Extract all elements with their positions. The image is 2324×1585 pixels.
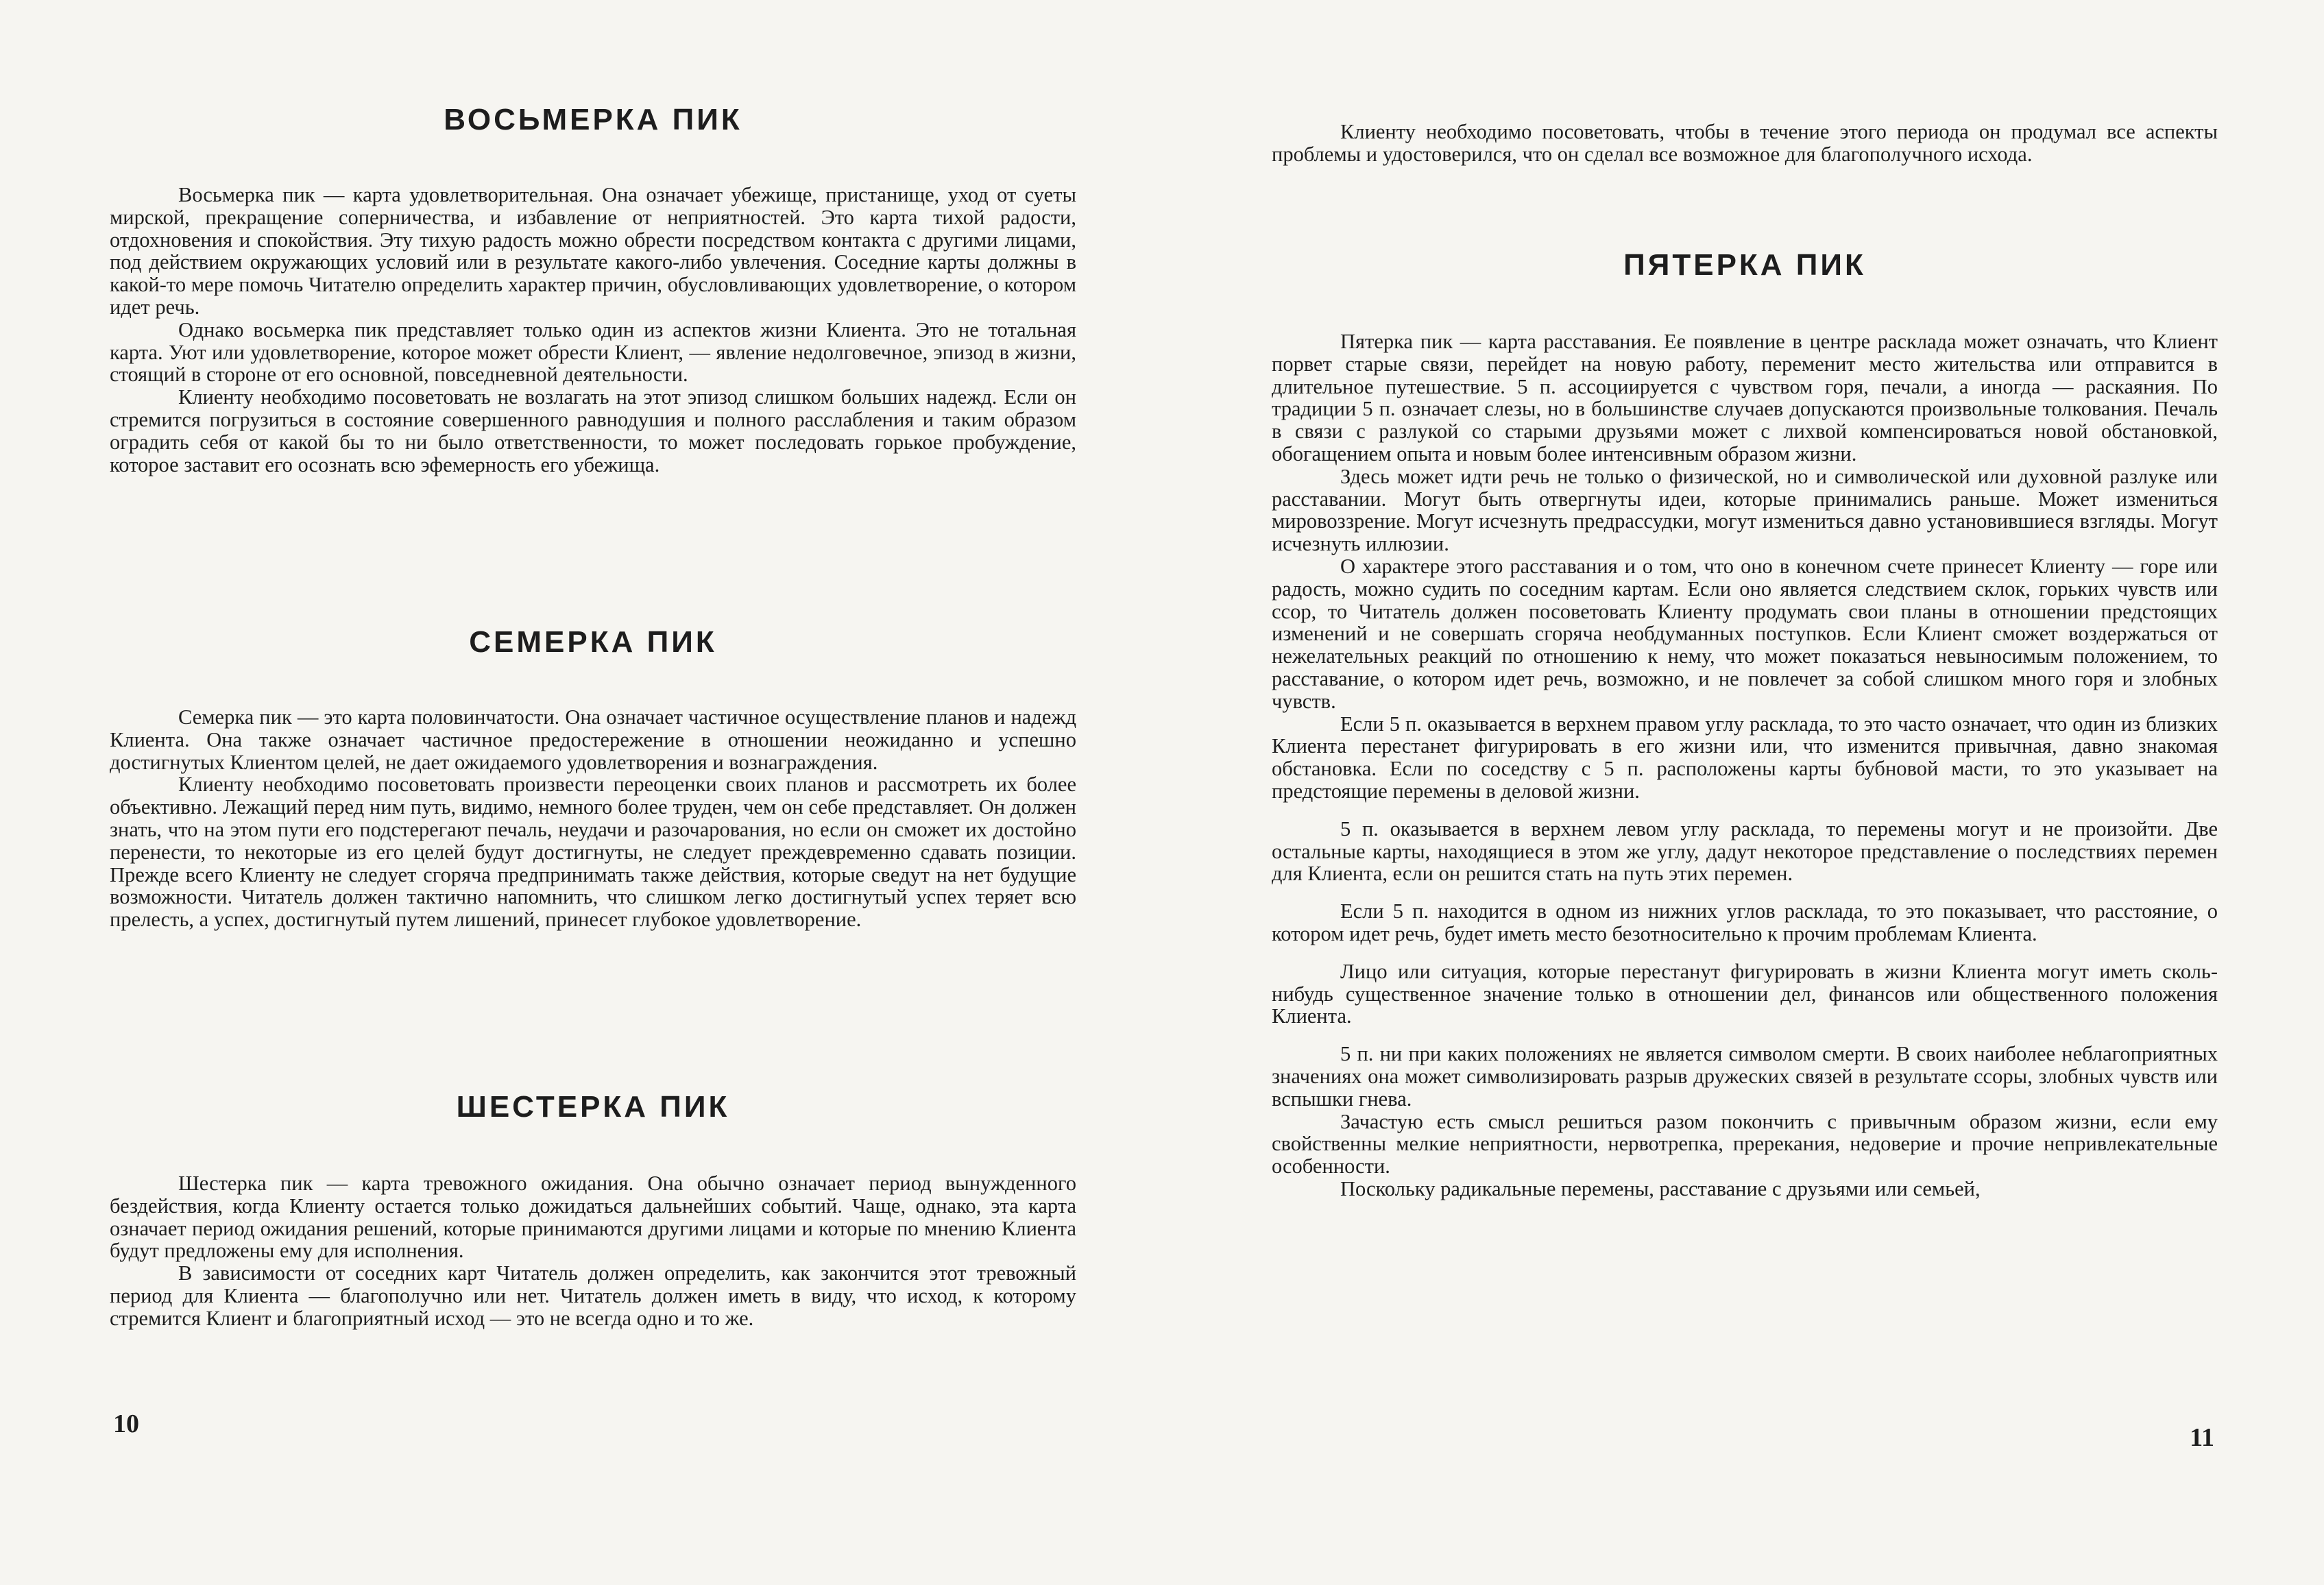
paragraph: Здесь может идти речь не только о физической, но и символической или духовной разлуке или расставании. Могут быть отвергнуты идеи, которые принимались раньше. Может измениться мировоззрение. Могут исчезнуть предрассудки, могут измениться давно установившиеся взгляды. Могут исчезнуть иллюзии. bbox=[1272, 464, 2218, 556]
section-body-five-of-spades bbox=[1272, 330, 2218, 1200]
paragraph: Клиенту необходимо посоветовать не возлагать на этот эпизод слишком больших надежд. Если он стремится погрузиться в состояние совершенного равнодушия и полного расслабления и таким образом оградить себя от какой бы то ни было ответственности, то может последовать горькое пробуждение, которое заставит его осознать всю эфемерность его убежища. bbox=[110, 385, 1076, 476]
left-page bbox=[110, 0, 1076, 1585]
paragraph: Лицо или ситуация, которые перестанут фигурировать в жизни Клиента могут иметь сколь-нибудь существенное значение только в отношении дел, финансов или общественного положения Клиента. bbox=[1272, 959, 2218, 1028]
section-heading-five-of-spades: ПЯТЕРКА ПИК bbox=[1623, 248, 1866, 282]
paragraph: Клиенту необходимо посоветовать, чтобы в течение этого периода он продумал все аспекты проблемы и удостоверился, что он сделал все возможное для благополучного исхода. bbox=[1272, 120, 2218, 166]
paragraph: Однако восьмерка пик представляет только один из аспектов жизни Клиента. Это не тотальная карта. Уют или удовлетворение, которое может обрести Клиент, — явление недолговечное, эпизод в жизни, стоящий в стороне от его основной, повседневной деятельности. bbox=[110, 317, 1076, 387]
section-body-seven-of-spades bbox=[110, 706, 1076, 931]
paragraph: Восьмерка пик — карта удовлетворительная. Она означает убежище, пристанище, уход от суеты мирской, прекращение соперничества, и избавление от неприятностей. Это карта тихой радости, отдохновения и спокойствия. Эту тихую радость можно обрести посредством контакта с другими лицами, под действием окружающих условий или в результате какого-либо увлечения. Соседние карты должны в какой-то мере помочь Читателю определить характер причин, обусловливающих удовлетворение, о котором идет речь. bbox=[110, 183, 1076, 319]
section-heading-seven-of-spades: СЕМЕРКА ПИК bbox=[469, 625, 717, 659]
paragraph: О характере этого расставания и о том, что оно в конечном счете принесет Клиенту — горе или радость, можно судить по соседним картам. Если оно является следствием склок, горьких чувств или ссор, то Читатель должен посоветовать Клиенту продумать свои планы в отношении предстоящих изменений и не совершать сгоряча необдуманных поступков. Если Клиент сможет воздержаться от нежелательных реакций по отношению к нему, что может показаться невыносимым положением, то расставание, о котором идет речь, возможно, и не повлечет за собой слишком много горя и злобных чувств. bbox=[1272, 554, 2218, 713]
intro-body bbox=[1272, 121, 2218, 166]
section-body-eight-of-spades bbox=[110, 184, 1076, 476]
page-number-right: 11 bbox=[2190, 1423, 2214, 1452]
paragraph: Зачастую есть смысл решиться разом покончить с привычным образом жизни, если ему свойственны мелкие неприятности, нервотрепка, пререкания, недоверие и прочие непривлекательные особенности. bbox=[1272, 1109, 2218, 1178]
paragraph: Семерка пик — это карта половинчатости. Она означает частичное осуществление планов и надежд Клиента. Она также означает частичное предостережение в отношении неожиданно и успешно достигнутых Клиентом целей, не дает ожидаемого удовлетворения и вознаграждения. bbox=[110, 705, 1076, 774]
paragraph: Клиенту необходимо посоветовать произвести переоценки своих планов и рассмотреть их более объективно. Лежащий перед ним путь, видимо, немного более труден, чем он себе представляет. Он должен знать, что на этом пути его подстерегают печаль, неудачи и разочарования, но если он сможет их достойно перенести, то некоторые из его целей будут достигнуты, не следует преждевременно сдавать позиции. Прежде всего Клиенту не следует сгоряча предпринимать также действия, которые сведут на нет будущие возможности. Читатель должен тактично напомнить, что слишком легко достигнутый успех теряет всю прелесть, а успех, достигнутый путем лишений, принесет глубокое удовлетворение. bbox=[110, 773, 1076, 932]
paragraph: 5 п. оказывается в верхнем левом углу расклада, то перемены могут и не произойти. Две остальные карты, находящиеся в этом же углу, дадут некоторое представление о последствиях перемен для Клиента, если он решится стать на путь этих перемен. bbox=[1272, 816, 2218, 886]
section-heading-six-of-spades: ШЕСТЕРКА ПИК bbox=[456, 1090, 730, 1124]
paragraph: Шестерка пик — карта тревожного ожидания. Она обычно означает период вынужденного бездействия, когда Клиенту остается только дожидаться дальнейших событий. Чаще, однако, эта карта означает период ожидания решений, которые принимаются другими лицами и которые по мнению Клиента будут предложены ему для исполнения. bbox=[110, 1172, 1076, 1263]
page-number-left: 10 bbox=[113, 1409, 139, 1438]
paragraph: В зависимости от соседних карт Читатель должен определить, как закончится этот тревожный период для Клиента — благополучно или нет. Читатель должен иметь в виду, что исход, к которому стремится Клиент и благоприятный исход — это не всегда одно и то же. bbox=[110, 1261, 1076, 1330]
section-heading-eight-of-spades: ВОСЬМЕРКА ПИК bbox=[444, 103, 742, 136]
section-body-six-of-spades bbox=[110, 1172, 1076, 1330]
right-page bbox=[1272, 0, 2218, 1585]
paragraph: 5 п. ни при каких положениях не является символом смерти. В своих наиболее неблагоприятных значениях она может символизировать разрыв дружеских связей в результате ссоры, злобных чувств или вспышки гнева. bbox=[1272, 1042, 2218, 1111]
paragraph: Поскольку радикальные перемены, расставание с друзьями или семьей, bbox=[1340, 1176, 1981, 1200]
paragraph: Если 5 п. находится в одном из нижних углов расклада, то это показывает, что расстояние, о котором идет речь, будет иметь место безотносительно к прочим проблемам Клиента. bbox=[1272, 899, 2218, 945]
paragraph: Пятерка пик — карта расставания. Ее появление в центре расклада может означать, что Клиент порвет старые связи, перейдет на новую работу, переменит место жительства или отправится в длительное путешествие. 5 п. ассоциируется с чувством горя, печали, а иногда — раскаяния. По традиции 5 п. означает слезы, но в большинстве случаев допускаются произвольные толкования. Печаль в связи с разлукой со старыми друзьями может с лихвой компенсироваться новой обстановкой, обогащением опыта и новым более интенсивным образом жизни. bbox=[1272, 330, 2218, 465]
paragraph: Если 5 п. оказывается в верхнем правом углу расклада, то это часто означает, что один из близких Клиента перестанет фигурировать в его жизни или, что изменится привычная, давно знакомая обстановка. Если по соседству с 5 п. расположены карты бубновой масти, то это указывает на предстоящие перемены в деловой жизни. bbox=[1272, 712, 2218, 803]
